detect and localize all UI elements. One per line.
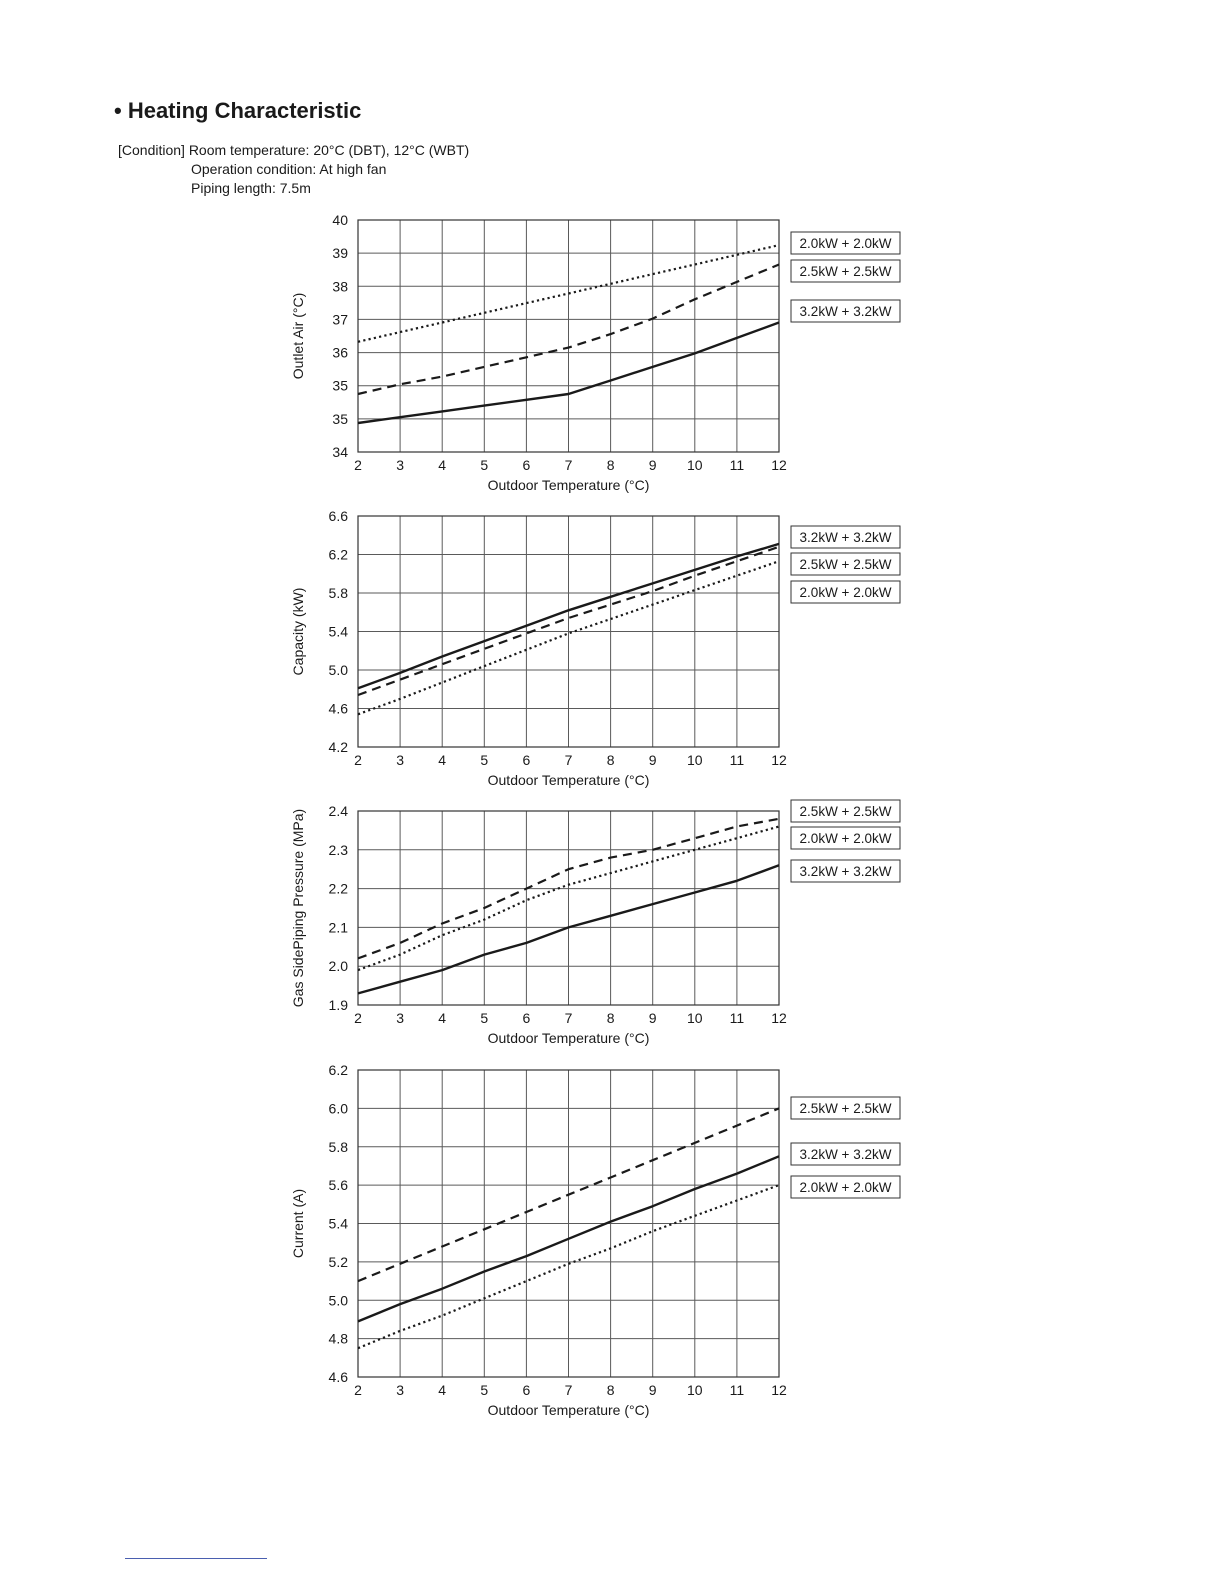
- page-title: • Heating Characteristic: [114, 98, 362, 123]
- y-tick-label: 39: [332, 245, 348, 262]
- x-tick-label: 5: [480, 752, 489, 768]
- y-tick-label: 6.2: [328, 1062, 348, 1078]
- legend-label: 3.2kW + 3.2kW: [799, 1147, 892, 1162]
- x-tick-label: 2: [354, 457, 362, 473]
- y-tick-label: 5.8: [328, 585, 348, 601]
- x-tick-label: 12: [771, 752, 787, 768]
- y-tick-label: 5.2: [328, 1253, 348, 1270]
- y-tick-label: 35: [332, 410, 348, 427]
- x-tick-label: 4: [438, 752, 447, 768]
- x-tick-label: 3: [396, 457, 404, 473]
- legend-entry: [791, 526, 900, 548]
- x-tick-label: 6: [522, 1382, 531, 1398]
- legend-label: 2.5kW + 2.5kW: [799, 264, 892, 279]
- legend-entry: [791, 581, 900, 603]
- x-tick-label: 7: [564, 1010, 573, 1026]
- x-tick-label: 12: [771, 1010, 787, 1026]
- legend-label: 3.2kW + 3.2kW: [799, 864, 892, 879]
- x-axis-title: Outdoor Temperature (°C): [487, 1030, 650, 1046]
- x-tick-label: 12: [771, 1382, 787, 1398]
- y-tick-label: 2.2: [328, 880, 348, 897]
- y-tick-label: 40: [332, 212, 348, 228]
- y-axis-title: Gas SidePiping Pressure (MPa): [290, 808, 306, 1008]
- legend-label: 2.5kW + 2.5kW: [799, 557, 892, 572]
- x-tick-label: 9: [648, 1010, 657, 1026]
- x-tick-label: 11: [729, 1382, 745, 1398]
- x-tick-label: 10: [687, 457, 703, 473]
- x-tick-label: 4: [438, 1382, 447, 1398]
- x-tick-label: 7: [564, 1382, 573, 1398]
- y-tick-label: 38: [332, 278, 348, 295]
- legend-entry: [791, 860, 900, 882]
- x-tick-label: 4: [438, 457, 447, 473]
- x-tick-label: 5: [480, 457, 489, 473]
- x-tick-label: 8: [606, 752, 615, 768]
- legend-label: 2.5kW + 2.5kW: [799, 804, 892, 819]
- grid: [358, 220, 779, 452]
- legend-label: 3.2kW + 3.2kW: [799, 304, 892, 319]
- x-tick-label: 10: [687, 1010, 703, 1026]
- legend-entry: [791, 232, 900, 254]
- y-tick-label: 6.6: [328, 508, 348, 524]
- x-tick-label: 2: [354, 1382, 362, 1398]
- x-tick-label: 10: [687, 1382, 703, 1398]
- y-tick-label: 6.2: [328, 546, 348, 563]
- x-tick-label: 10: [687, 752, 703, 768]
- legend-entry: [791, 300, 900, 322]
- legend-label: 2.0kW + 2.0kW: [799, 585, 892, 600]
- chart-capacity: [270, 495, 920, 805]
- y-tick-label: 2.4: [328, 803, 348, 819]
- x-axis-title: Outdoor Temperature (°C): [487, 772, 650, 788]
- x-axis-title: Outdoor Temperature (°C): [487, 477, 650, 493]
- x-tick-label: 3: [396, 1382, 404, 1398]
- y-tick-label: 35: [332, 377, 348, 394]
- x-tick-label: 8: [606, 1010, 615, 1026]
- y-tick-label: 2.0: [328, 958, 348, 975]
- legend-entry: [791, 553, 900, 575]
- y-tick-label: 37: [332, 311, 348, 328]
- x-tick-label: 11: [729, 457, 745, 473]
- legend-label: 2.5kW + 2.5kW: [799, 1101, 892, 1116]
- x-tick-label: 2: [354, 752, 362, 768]
- grid: [358, 1070, 779, 1377]
- x-tick-label: 12: [771, 457, 787, 473]
- legend-entry: [791, 1143, 900, 1165]
- legend-entry: [791, 260, 900, 282]
- x-tick-label: 9: [648, 1382, 657, 1398]
- y-tick-label: 36: [332, 344, 348, 361]
- test-condition: [118, 141, 469, 198]
- chart-current: [270, 1050, 920, 1435]
- legend-label: 2.0kW + 2.0kW: [799, 831, 892, 846]
- y-tick-label: 5.4: [328, 623, 348, 640]
- y-tick-label: 5.6: [328, 1177, 348, 1194]
- x-tick-label: 4: [438, 1010, 447, 1026]
- y-tick-label: 4.8: [328, 1330, 348, 1347]
- x-tick-label: 8: [606, 1382, 615, 1398]
- y-tick-label: 2.1: [328, 919, 348, 936]
- x-tick-label: 11: [729, 752, 745, 768]
- x-tick-label: 6: [522, 457, 531, 473]
- legend-entry: [791, 1097, 900, 1119]
- x-tick-label: 5: [480, 1382, 489, 1398]
- x-axis-title: Outdoor Temperature (°C): [487, 1402, 650, 1418]
- legend-entry: [791, 1176, 900, 1198]
- x-tick-label: 9: [648, 752, 657, 768]
- x-tick-label: 6: [522, 1010, 531, 1026]
- y-axis-title: Capacity (kW): [290, 587, 306, 676]
- y-tick-label: 4.6: [328, 1369, 348, 1385]
- legend-label: 2.0kW + 2.0kW: [799, 236, 892, 251]
- footer-rule: [125, 1558, 267, 1559]
- y-tick-label: 5.4: [328, 1215, 348, 1232]
- y-tick-label: 2.3: [328, 841, 348, 858]
- condition-line-room: [Condition] Room temperature: 20°C (DBT), 12°C (WBT): [118, 142, 470, 158]
- x-tick-label: 11: [729, 1010, 745, 1026]
- grid: [358, 516, 779, 747]
- x-tick-label: 2: [354, 1010, 362, 1026]
- y-axis-title: Outlet Air (°C): [290, 292, 306, 380]
- y-tick-label: 4.2: [328, 739, 348, 755]
- condition-line-piping: Piping length: 7.5m: [191, 180, 311, 196]
- x-tick-label: 5: [480, 1010, 489, 1026]
- legend-label: 2.0kW + 2.0kW: [799, 1180, 892, 1195]
- legend-entry: [791, 827, 900, 849]
- y-tick-label: 6.0: [328, 1100, 348, 1117]
- x-tick-label: 7: [564, 457, 573, 473]
- y-tick-label: 5.8: [328, 1138, 348, 1155]
- x-tick-label: 9: [648, 457, 657, 473]
- condition-line-operation: Operation condition: At high fan: [191, 161, 387, 177]
- legend-label: 3.2kW + 3.2kW: [799, 530, 892, 545]
- y-tick-label: 4.6: [328, 700, 348, 717]
- y-tick-label: 5.0: [328, 662, 348, 678]
- x-tick-label: 8: [606, 457, 615, 473]
- chart-gas-pressure: [270, 790, 920, 1060]
- y-tick-label: 34: [332, 444, 348, 460]
- y-tick-label: 5.0: [328, 1292, 348, 1309]
- x-tick-label: 3: [396, 752, 404, 768]
- y-tick-label: 1.9: [328, 997, 348, 1013]
- y-axis-title: Current (A): [290, 1188, 306, 1259]
- x-tick-label: 7: [564, 752, 573, 768]
- legend-entry: [791, 800, 900, 822]
- x-tick-label: 6: [522, 752, 531, 768]
- x-tick-label: 3: [396, 1010, 404, 1026]
- chart-outlet-air: [270, 200, 920, 510]
